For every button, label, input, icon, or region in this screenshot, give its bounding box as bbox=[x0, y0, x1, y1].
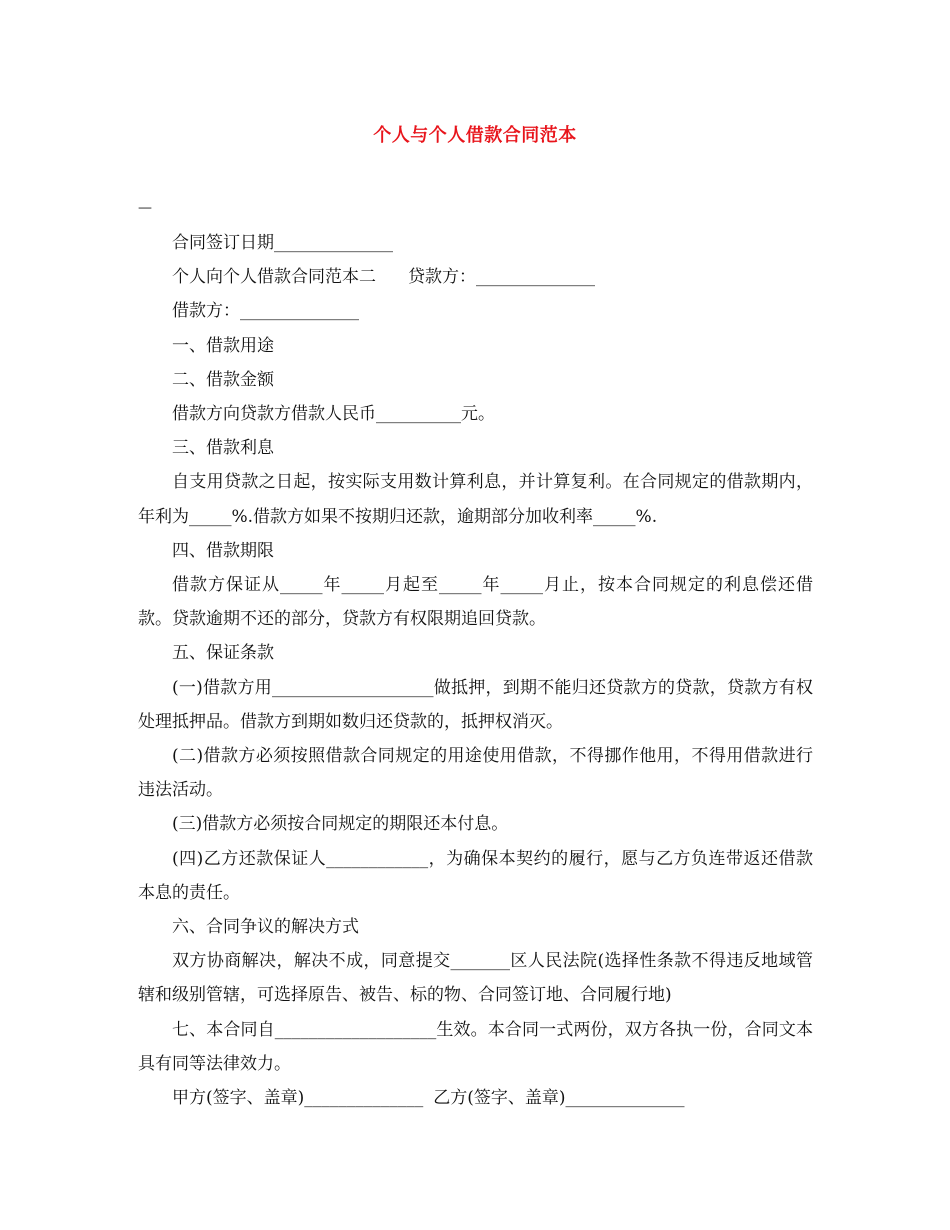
borrower-line: 借款方：______________ bbox=[172, 301, 359, 322]
interest-paragraph: 自支用贷款之日起，按实际支用数计算利息，并计算复利。在合同规定的借款期内，年利为_____%.借款方如果不按期归还款，逾期部分加收利率_____%. bbox=[138, 472, 813, 527]
section-heading-interest: 三、借款利息 bbox=[172, 438, 274, 459]
contract-number-text: 个人向个人借款合同范本二 bbox=[172, 267, 376, 288]
section-heading-amount: 二、借款金额 bbox=[172, 369, 274, 390]
sign-date-line: 合同签订日期______________ bbox=[172, 233, 393, 253]
guarantee-clause-2: (二)借款方必须按照借款合同规定的用途使用借款，不得挪作他用，不得用借款进行违法活动。 bbox=[138, 746, 813, 801]
document-title: 个人与个人借款合同范本 bbox=[373, 125, 577, 146]
section-heading-guarantee: 五、保证条款 bbox=[172, 643, 274, 664]
dispute-paragraph: 双方协商解决，解决不成，同意提交_______区人民法院(选择性条款不得违反地域管辖和级别管辖，可选择原告、被告、标的物、合同签订地、合同履行地) bbox=[138, 951, 813, 1006]
lender-field: 贷款方：______________ bbox=[408, 267, 595, 288]
party-b-signature: 乙方(签字、盖章)______________ bbox=[433, 1088, 685, 1109]
contract-title-line bbox=[138, 260, 813, 294]
effective-paragraph: 七、本合同自___________________生效。本合同一式两份，双方各执一份，合同文本具有同等法律效力。 bbox=[138, 1019, 813, 1074]
section-heading-term: 四、借款期限 bbox=[172, 540, 274, 561]
signature-line bbox=[138, 1081, 813, 1115]
section-heading-purpose: 一、借款用途 bbox=[172, 335, 274, 356]
separator-dash: — bbox=[138, 200, 152, 216]
party-a-signature: 甲方(签字、盖章)______________ bbox=[172, 1088, 424, 1109]
amount-paragraph: 借款方向贷款方借款人民币__________元。 bbox=[172, 404, 495, 425]
contract-body bbox=[138, 226, 813, 1115]
term-paragraph: 借款方保证从_____年_____月起至_____年_____月止，按本合同规定的利息偿还借款。贷款逾期不还的部分，贷款方有权限期追回贷款。 bbox=[138, 575, 813, 630]
guarantee-clause-1: (一)借款方用___________________做抵押，到期不能归还贷款方的贷款，贷款方有权处理抵押品。借款方到期如数归还贷款的，抵押权消灭。 bbox=[138, 677, 813, 732]
guarantee-clause-4: (四)乙方还款保证人____________，为确保本契约的履行，愿与乙方负连带返还借款本息的责任。 bbox=[138, 848, 813, 903]
guarantee-clause-3: (三)借款方必须按合同规定的期限还本付息。 bbox=[172, 814, 509, 835]
section-heading-dispute: 六、合同争议的解决方式 bbox=[172, 917, 359, 938]
